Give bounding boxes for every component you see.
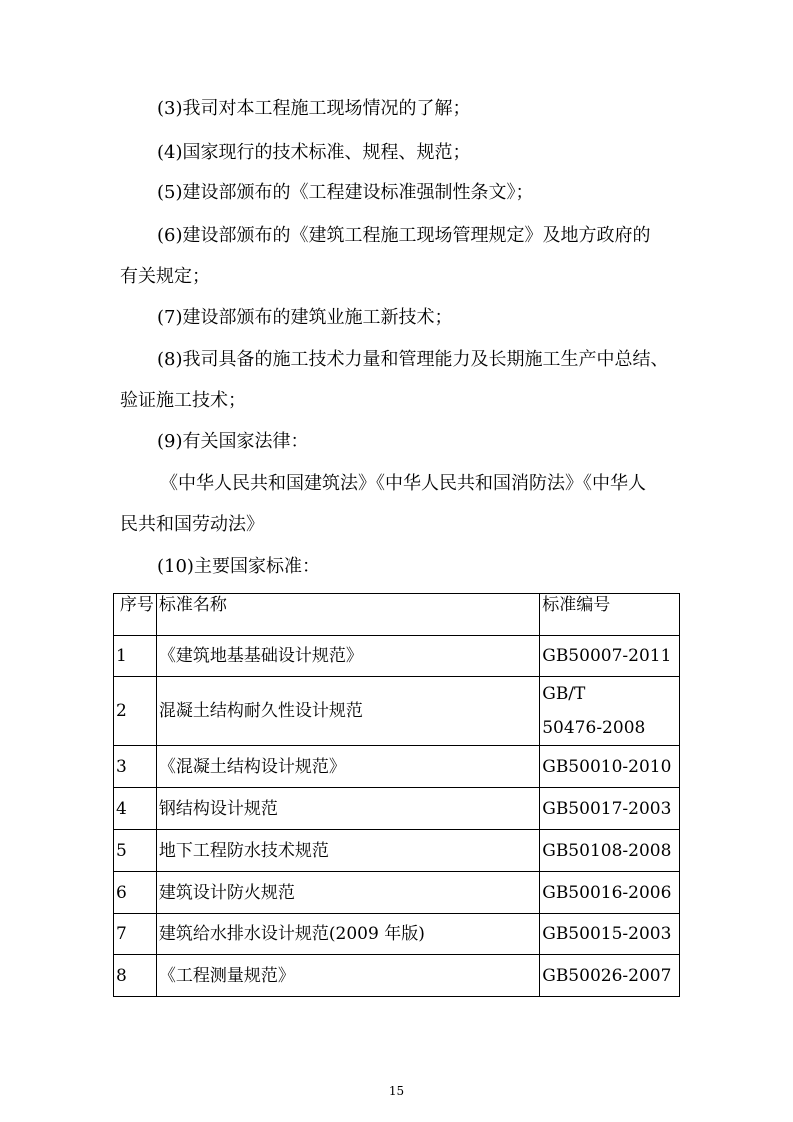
- table-row: [114, 636, 680, 677]
- paragraph-8-line-2: 验证施工技术；: [120, 390, 246, 411]
- row-seq: 1: [114, 636, 157, 677]
- header-seq-label: 序号: [119, 595, 154, 615]
- laws-line-2: 民共和国劳动法》: [120, 514, 264, 535]
- row-name: 建筑设计防火规范: [156, 872, 539, 914]
- table-row: [114, 746, 680, 788]
- row-name: 混凝土结构耐久性设计规范: [156, 677, 539, 746]
- paragraph-10: (10)主要国家标准：: [157, 556, 320, 577]
- row-code: GB50026-2007: [540, 955, 680, 997]
- table-row: [114, 872, 680, 914]
- paragraph-5: (5)建设部颁布的《工程建设标准强制性条文》；: [157, 182, 534, 203]
- row-seq: 7: [114, 914, 157, 955]
- paragraph-3: (3)我司对本工程施工现场情况的了解；: [157, 98, 471, 119]
- row-name: 《工程测量规范》: [156, 955, 539, 997]
- page-number: 15: [388, 1084, 405, 1098]
- row-code: [540, 677, 680, 746]
- standards-table: [113, 593, 680, 997]
- row-seq: 3: [114, 746, 157, 788]
- paragraph-9: (9)有关国家法律：: [157, 431, 309, 452]
- row-name: 钢结构设计规范: [156, 788, 539, 830]
- paragraph-6-line-2: 有关规定；: [120, 266, 210, 287]
- row-seq: 6: [114, 872, 157, 914]
- paragraph-7: (7)建设部颁布的建筑业施工新技术；: [157, 307, 453, 328]
- paragraph-4: (4)国家现行的技术标准、规程、规范；: [157, 142, 471, 163]
- paragraph-6-line-1: (6)建设部颁布的《建筑工程施工现场管理规定》及地方政府的: [157, 225, 651, 246]
- row-seq: 2: [114, 677, 157, 746]
- row-code: GB50017-2003: [540, 788, 680, 830]
- row-name: 《建筑地基基础设计规范》: [156, 636, 539, 677]
- table-header-row: [114, 594, 680, 636]
- laws-line-1: 《中华人民共和国建筑法》《中华人民共和国消防法》《中华人: [160, 473, 646, 494]
- row-code: GB50108-2008: [540, 830, 680, 872]
- table-row: [114, 677, 680, 746]
- row-name: 《混凝土结构设计规范》: [156, 746, 539, 788]
- row-code: GB50016-2006: [540, 872, 680, 914]
- row-code-line-2: 50476-2008: [542, 718, 646, 738]
- row-name: 建筑给水排水设计规范(2009 年版): [156, 914, 539, 955]
- row-code: GB50015-2003: [540, 914, 680, 955]
- row-code: GB50010-2010: [540, 746, 680, 788]
- paragraph-8-line-1: (8)我司具备的施工技术力量和管理能力及长期施工生产中总结、: [157, 349, 669, 370]
- row-seq: 4: [114, 788, 157, 830]
- header-code: 标准编号: [540, 594, 680, 636]
- header-seq: [114, 594, 157, 636]
- row-seq: 5: [114, 830, 157, 872]
- table-row: [114, 914, 680, 955]
- row-code: GB50007-2011: [540, 636, 680, 677]
- header-name: 标准名称: [156, 594, 539, 636]
- row-seq: 8: [114, 955, 157, 997]
- row-code-line-1: GB/T: [542, 684, 586, 704]
- table-row: [114, 955, 680, 997]
- row-name: 地下工程防水技术规范: [156, 830, 539, 872]
- table-row: [114, 788, 680, 830]
- table-row: [114, 830, 680, 872]
